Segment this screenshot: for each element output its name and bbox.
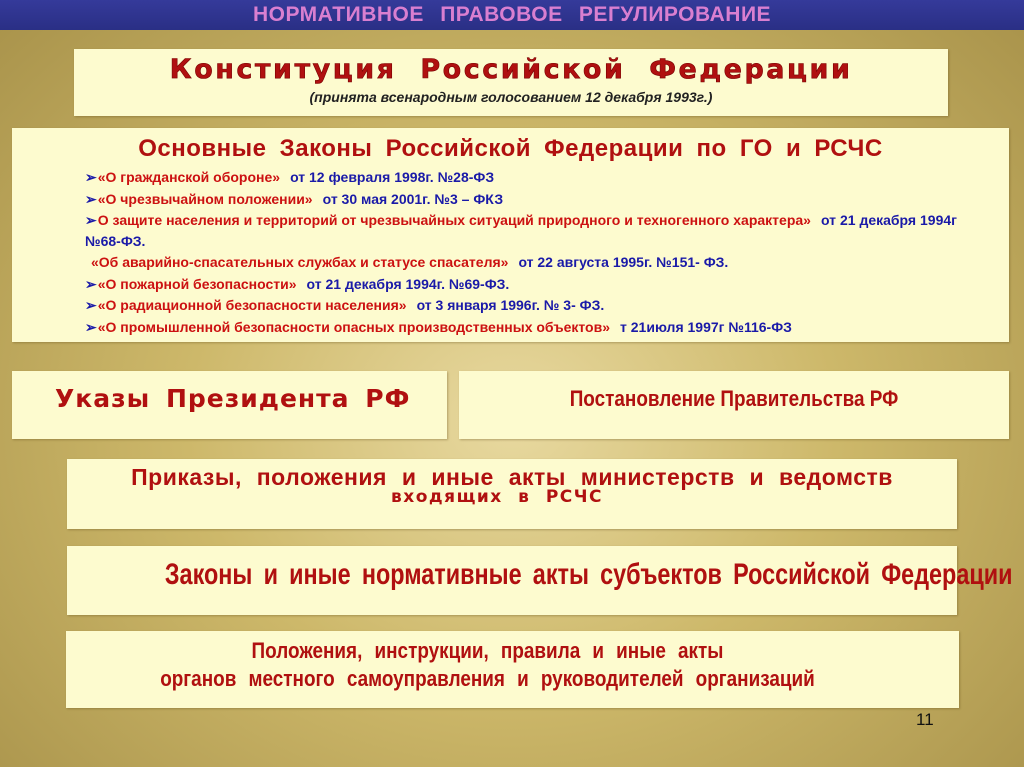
title-bar <box>0 0 1024 30</box>
law-date: от 12 февраля 1998г. №28-ФЗ <box>290 169 495 185</box>
list-item <box>85 167 957 189</box>
arrow-bullet-icon: ➢ <box>85 212 97 228</box>
regional-laws-title: Законы и иные нормативные акты субъектов Российской Федерации <box>164 558 1013 591</box>
law-name: О защите населения и территорий от чрезвычайных ситуаций природного и техногенного характера» <box>97 212 811 228</box>
law-date: от 3 января 1996г. № 3- ФЗ. <box>416 297 605 313</box>
arrow-bullet-icon: ➢ <box>85 169 97 185</box>
government-resolution-title: Постановление Правительства РФ <box>569 386 899 411</box>
local-acts-line1: Положения, инструкции, правила и иные акты <box>251 638 724 663</box>
list-item <box>85 317 957 339</box>
law-name: «О радиационной безопасности населения» <box>97 297 407 313</box>
law-date: от 21 декабря 1994г №68-ФЗ. <box>85 212 957 249</box>
federal-laws-list <box>12 167 1009 338</box>
list-item <box>85 252 957 274</box>
regional-laws-box <box>67 546 1013 615</box>
list-item <box>85 210 957 252</box>
law-name: «Об аварийно-спасательных службах и статусе спасателя» <box>91 254 509 270</box>
constitution-subtitle: (принята всенародным голосованием 12 декабря 1993г.) <box>309 89 713 105</box>
law-name: «О чрезвычайном положении» <box>97 190 313 207</box>
presidential-decrees-title: Указы Президента РФ <box>55 384 411 413</box>
ministry-orders-line2: входящих в РСЧС <box>391 487 603 507</box>
arrow-bullet-icon: ➢ <box>85 275 97 292</box>
arrow-bullet-icon: ➢ <box>85 297 97 313</box>
law-name: «О гражданской обороне» <box>97 169 281 185</box>
federal-laws-box <box>12 128 1009 342</box>
arrow-bullet-icon: ➢ <box>85 190 97 207</box>
law-name: «О промышленной безопасности опасных производственных объектов» <box>97 318 611 335</box>
list-item <box>85 274 957 296</box>
constitution-title: Конституция Российской Федерации <box>169 54 853 85</box>
constitution-box <box>74 49 948 116</box>
law-date: от 22 августа 1995г. №151- ФЗ. <box>518 254 729 270</box>
law-date: от 21 декабря 1994г. №69-ФЗ. <box>306 275 510 292</box>
list-item <box>85 189 957 211</box>
law-date: т 21июля 1997г №116-ФЗ <box>620 318 792 335</box>
government-resolution-box <box>459 371 1009 439</box>
ministry-orders-box <box>67 459 957 529</box>
federal-laws-title: Основные Законы Российской Федерации по ГО и РСЧС <box>138 135 883 162</box>
presidential-decrees-box <box>12 371 447 439</box>
law-name: «О пожарной безопасности» <box>97 275 297 292</box>
local-acts-line2: органов местного самоуправления и руководителей организаций <box>160 666 815 691</box>
slide-title: НОРМАТИВНОЕ ПРАВОВОЕ РЕГУЛИРОВАНИЕ <box>252 3 772 26</box>
arrow-bullet-icon: ➢ <box>85 318 97 335</box>
list-item <box>85 295 957 317</box>
local-acts-box <box>66 631 959 708</box>
ministry-orders-line1: Приказы, положения и иные акты министерств и ведомств <box>131 464 893 490</box>
law-date: от 30 мая 2001г. №3 – ФКЗ <box>322 190 504 207</box>
page-number: 11 <box>916 710 934 729</box>
